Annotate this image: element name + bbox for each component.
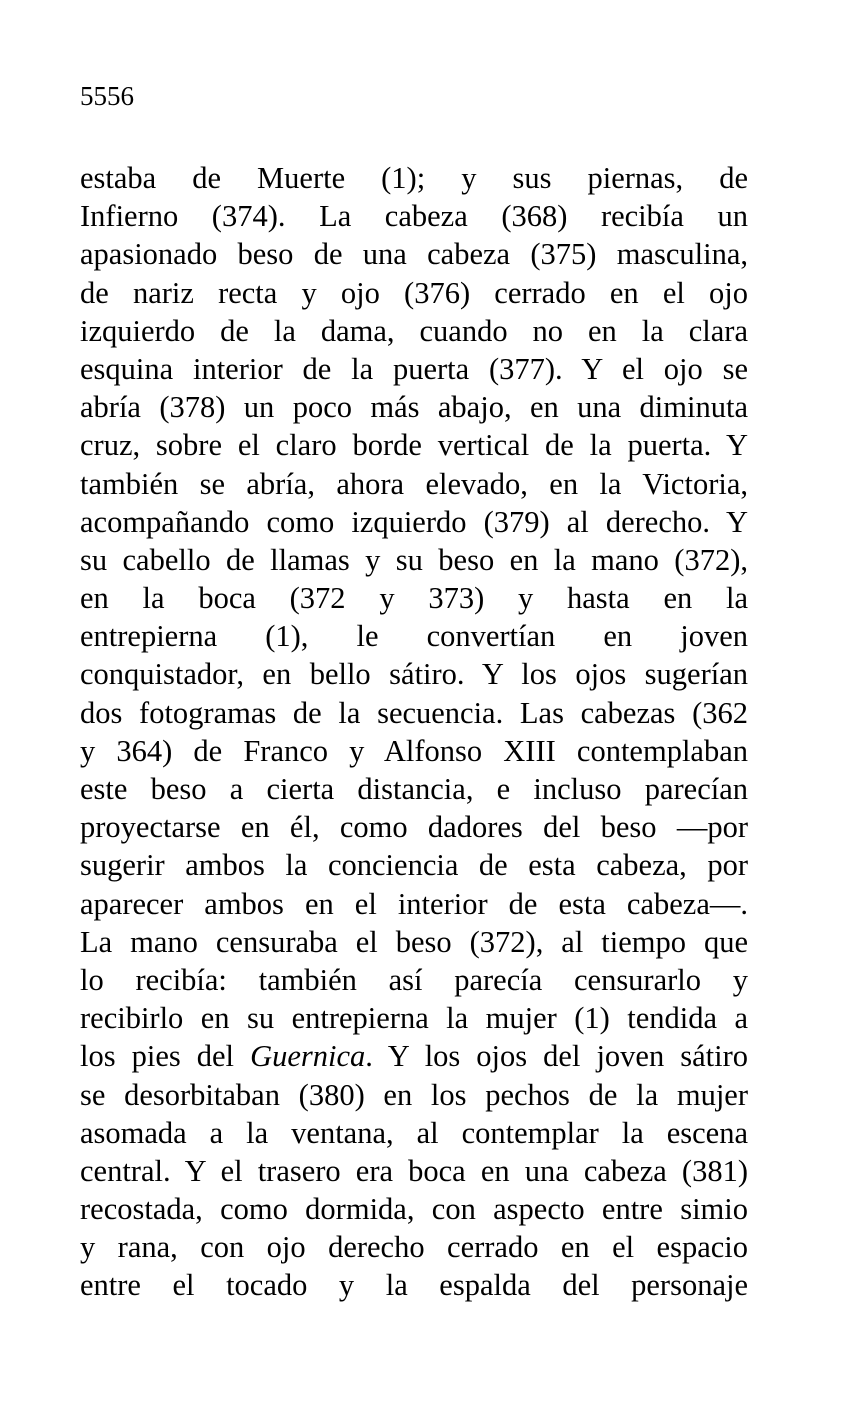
text-line xyxy=(80,1037,748,1075)
text-line: entre el tocado y la espalda del personaje xyxy=(80,1268,748,1303)
text-line: esquina interior de la puerta (377). Y el ojo se xyxy=(80,351,748,386)
text-line: izquierdo de la dama, cuando no en la clara xyxy=(80,313,748,348)
text-line: lo recibía: también así parecía censurarlo y xyxy=(80,962,748,997)
page-number: 5556 xyxy=(80,81,134,111)
text-line: recostada, como dormida, con aspecto entre simio xyxy=(80,1192,748,1227)
text-line: se desorbitaban (380) en los pechos de la mujer xyxy=(80,1077,748,1112)
text-line: también se abría, ahora elevado, en la Victoria, xyxy=(80,466,748,501)
text-line: este beso a cierta distancia, e incluso parecían xyxy=(80,772,748,806)
text-line: aparecer ambos en el interior de esta cabeza—. xyxy=(80,886,748,921)
text-line: entrepierna (1), le convertían en joven xyxy=(80,619,748,654)
text-line: conquistador, en bello sátiro. Y los ojos sugerían xyxy=(80,657,748,692)
text-line: dos fotogramas de la secuencia. Las cabezas (362 xyxy=(80,695,748,730)
text-segment: . Y los ojos del joven sátiro xyxy=(365,1039,748,1074)
text-line: sugerir ambos la conciencia de esta cabeza, por xyxy=(80,848,748,883)
text-line: cruz, sobre el claro borde vertical de la puerta. Y xyxy=(80,428,748,463)
text-line: en la boca (372 y 373) y hasta en la xyxy=(80,581,748,616)
text-line: La mano censuraba el beso (372), al tiempo que xyxy=(80,924,748,959)
text-line: proyectarse en él, como dadores del beso —por xyxy=(80,810,748,845)
book-title-italic: Guernica xyxy=(250,1039,366,1074)
text-line: y rana, con ojo derecho cerrado en el espacio xyxy=(80,1230,748,1265)
text-line: central. Y el trasero era boca en una cabeza (381) xyxy=(80,1153,748,1188)
body-text xyxy=(80,159,748,1305)
text-line: asomada a la ventana, al contemplar la escena xyxy=(80,1115,748,1150)
text-line: recibirlo en su entrepierna la mujer (1) tendida a xyxy=(80,1001,748,1036)
text-line: de nariz recta y ojo (376) cerrado en el ojo xyxy=(80,275,748,310)
text-line: y 364) de Franco y Alfonso XIII contemplaban xyxy=(80,733,748,768)
text-line: su cabello de llamas y su beso en la mano (372), xyxy=(80,542,748,577)
text-line: acompañando como izquierdo (379) al derecho. Y xyxy=(80,504,748,539)
text-line: apasionado beso de una cabeza (375) masculina, xyxy=(80,237,748,272)
text-line: Infierno (374). La cabeza (368) recibía un xyxy=(80,199,748,234)
text-line: abría (378) un poco más abajo, en una diminuta xyxy=(80,390,748,425)
text-line: estaba de Muerte (1); y sus piernas, de xyxy=(80,161,748,195)
text-segment: los pies del xyxy=(80,1039,251,1074)
